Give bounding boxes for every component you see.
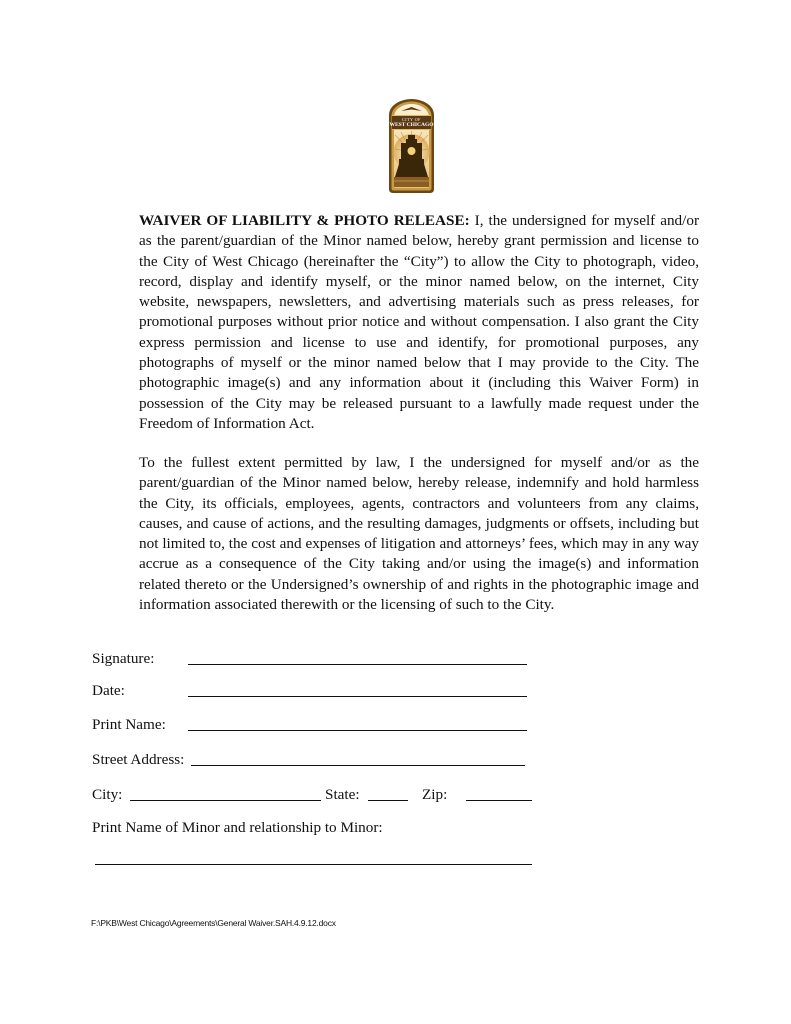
signature-label: Signature: (92, 650, 155, 667)
zip-line[interactable] (466, 800, 532, 801)
street-address-line[interactable] (191, 765, 525, 766)
release-paragraph-text: To the fullest extent permitted by law, I the undersigned for myself and/or as the parent/guardian of the Minor named below, hereby release, indemnify and hold harmless the City, its officials, employees, agents, contractors and volunteers from any claims, causes, and cause of actions, and the resulting damages, judgments or offsets, including but not limited to, the cost and expenses of litigation and attorneys’ fees, which may in any way accrue as a consequence of the City taking and/or using the image(s) and information related thereto or the Undersigned’s ownership of and rights in the photographic image and information associated therewith or the licensing of such to the City. (139, 454, 699, 614)
waiver-paragraph-text: I, the undersigned for myself and/or as the parent/guardian of the Minor named below, hereby grant permission and license to the City of West Chicago (hereinafter the “City”) to allow the City to photograph, video, record, display and identify myself, or the minor named below, on the internet, City website, newspapers, newsletters, and advertising materials such as press releases, for promotional purposes without prior notice and without compensation. I also grant the City express permission and license to use and identify, for promotional purposes, any photographs of myself or the minor named below that I may provide to the City. The photographic image(s) and any information about it (including this Waiver Form) in possession of the City may be released pursuant to a lawfully made request under the Freedom of Information Act. (139, 212, 700, 432)
state-label: State: (325, 786, 360, 803)
waiver-paragraph (139, 211, 699, 434)
state-line[interactable] (368, 800, 408, 801)
print-name-label: Print Name: (92, 716, 166, 733)
release-paragraph (139, 453, 699, 615)
street-address-label: Street Address: (92, 751, 185, 768)
seal-text-city: WEST CHICAGO (389, 122, 434, 128)
city-line[interactable] (130, 800, 321, 801)
city-seal-logo (387, 97, 436, 195)
city-label: City: (92, 786, 123, 803)
date-label: Date: (92, 682, 125, 699)
print-name-line[interactable] (188, 730, 527, 731)
waiver-heading: WAIVER OF LIABILITY & PHOTO RELEASE: (139, 212, 470, 229)
document-path-footer: F:\PKB\West Chicago\Agreements\General Waiver.SAH.4.9.12.docx (91, 918, 336, 928)
city-seal-icon (387, 97, 436, 195)
date-line[interactable] (188, 696, 527, 697)
zip-label: Zip: (422, 786, 448, 803)
seal-text-top: CITY OF (402, 117, 421, 122)
signature-line[interactable] (188, 664, 527, 665)
minor-line[interactable] (95, 864, 532, 865)
minor-label: Print Name of Minor and relationship to Minor: (92, 819, 383, 836)
